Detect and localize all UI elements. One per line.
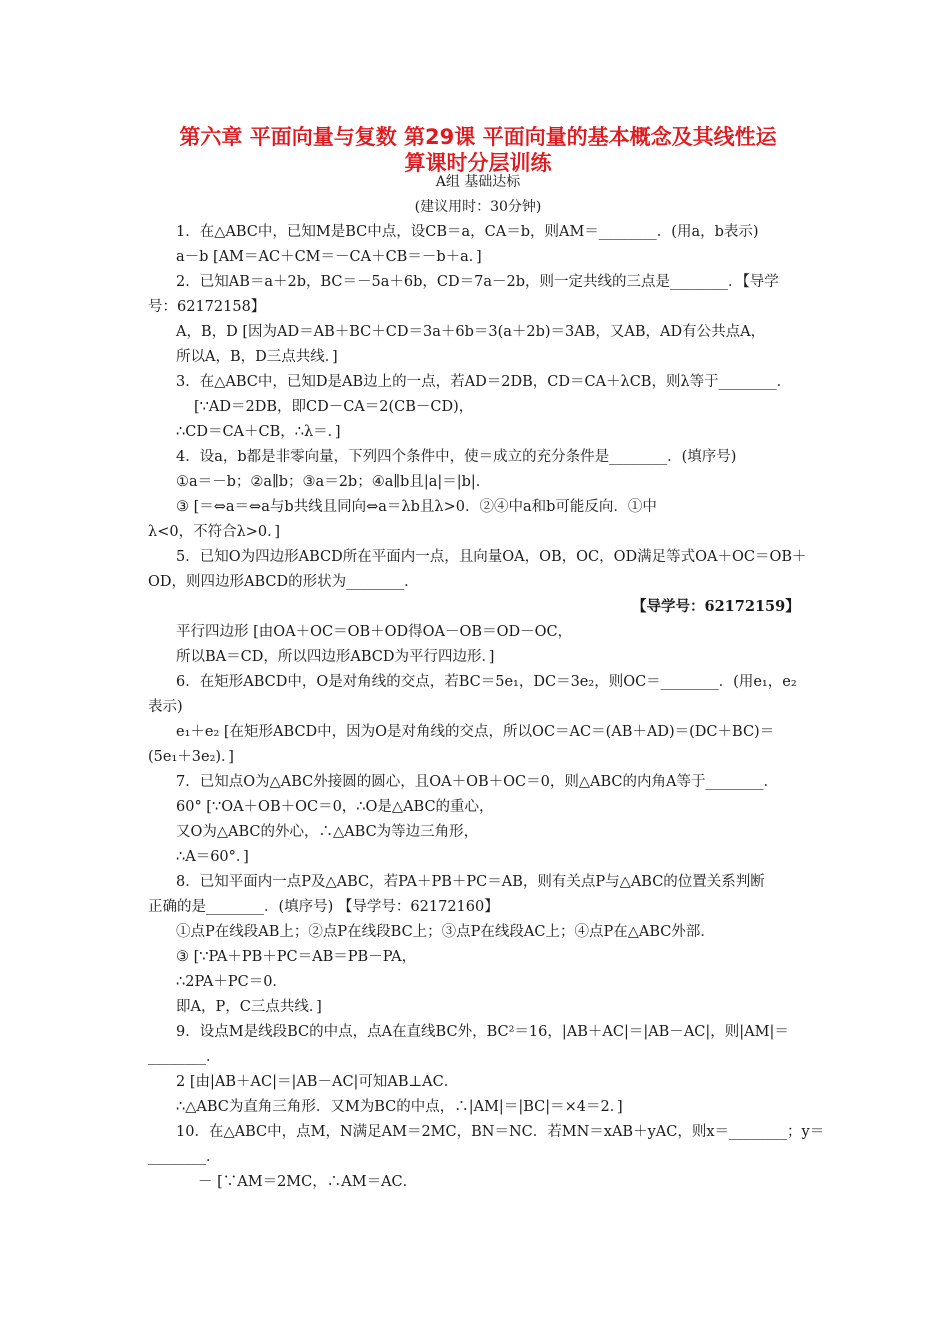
answer-2-cont: 所以A，B，D三点共线．] — [176, 349, 338, 365]
question-8-options: ①点P在线段AB上；②点P在线段BC上；③点P在线段AC上；④点P在△ABC外部． — [176, 924, 715, 940]
question-8-cont: 正确的是________．(填序号) 【导学号：62172160】 — [148, 899, 499, 915]
answer-6: e₁＋e₂ [在矩形ABCD中，因为O是对角线的交点，所以OC＝AC＝(AB＋AD)＝(DC＋BC)＝ — [176, 724, 775, 740]
answer-7-end: ∴A＝60°．] — [176, 849, 249, 865]
question-5: 5．已知O为四边形ABCD所在平面内一点，且向量OA，OB，OC，OD满足等式OA＋OC＝OB＋ — [176, 549, 807, 565]
answer-8: ③ [∵PA＋PB＋PC＝AB＝PB－PA， — [176, 949, 417, 965]
answer-5: 平行四边形 [由OA＋OC＝OB＋OD得OA－OB＝OD－OC， — [176, 624, 573, 640]
question-6: 6．在矩形ABCD中，O是对角线的交点，若BC＝5e₁，DC＝3e₂，则OC＝________．(用e₁，e₂ — [176, 674, 797, 690]
question-1: 1．在△ABC中，已知M是BC中点，设CB＝a，CA＝b，则AM＝________．(用a，b表示) — [176, 224, 759, 240]
question-9-cont: ________． — [148, 1049, 221, 1065]
question-5-cont: OD，则四边形ABCD的形状为________． — [148, 574, 419, 590]
question-7: 7．已知点O为△ABC外接圆的圆心，且OA＋OB＋OC＝0，则△ABC的内角A等于________． — [176, 774, 778, 790]
guide-number-5: 【导学号：62172159】 — [632, 598, 800, 615]
question-4: 4．设a，b都是非零向量，下列四个条件中，使＝成立的充分条件是________．(填序号) — [176, 449, 737, 465]
answer-3-cont: ∴CD＝CA＋CB，∴λ＝．] — [176, 424, 341, 440]
question-6-cont: 表示) — [148, 699, 183, 715]
answer-4-cont: λ<0，不符合λ>0．] — [148, 524, 281, 540]
question-2-cont: 号：62172158】 — [148, 299, 266, 315]
answer-7-cont: 又O为△ABC的外心，∴△ABC为等边三角形， — [176, 824, 479, 840]
question-10: 10．在△ABC中，点M，N满足AM＝2MC，BN＝NC．若MN＝xAB＋yAC，则x＝________；y＝ — [176, 1124, 825, 1140]
answer-9: 2 [由|AB＋AC|＝|AB－AC|可知AB⊥AC． — [176, 1074, 459, 1090]
answer-6-cont: (5e₁＋3e₂)．] — [148, 749, 234, 765]
group-label: A组 基础达标 — [435, 174, 521, 190]
answer-1: a－b [AM＝AC＋CM＝－CA＋CB＝－b＋a．] — [176, 249, 482, 265]
answer-8-end: 即A，P，C三点共线．] — [176, 999, 322, 1015]
answer-4: ③ [＝⇔a＝⇔a与b共线且同向⇔a＝λb且λ>0．②④中a和b可能反向．①中 — [176, 499, 657, 515]
question-4-options: ①a＝－b；②a∥b；③a＝2b；④a∥b且|a|＝|b|． — [176, 474, 491, 490]
answer-9-cont: ∴△ABC为直角三角形．又M为BC的中点，∴|AM|＝|BC|＝×4＝2．] — [176, 1099, 623, 1115]
answer-3: [∵AD＝2DB，即CD－CA＝2(CB－CD)， — [194, 399, 474, 415]
question-2: 2．已知AB＝a＋2b，BC＝－5a＋6b，CD＝7a－2b，则一定共线的三点是________．【导学 — [176, 274, 779, 290]
question-9: 9．设点M是线段BC的中点，点A在直线BC外，BC²＝16，|AB＋AC|＝|AB－AC|，则|AM|＝ — [176, 1024, 789, 1040]
answer-5-cont: 所以BA＝CD，所以四边形ABCD为平行四边形．] — [176, 649, 495, 665]
answer-8-cont: ∴2PA＋PC＝0． — [176, 974, 287, 990]
answer-10: － [∵AM＝2MC，∴AM＝AC． — [198, 1174, 418, 1190]
question-3: 3．在△ABC中，已知D是AB边上的一点，若AD＝2DB，CD＝CA＋λCB，则λ等于________． — [176, 374, 792, 390]
page-title-continued: 算课时分层训练 — [404, 151, 552, 175]
question-8: 8．已知平面内一点P及△ABC，若PA＋PB＋PC＝AB，则有关点P与△ABC的位置关系判断 — [176, 874, 765, 890]
time-hint: (建议用时：30分钟) — [414, 199, 542, 215]
answer-2: A，B，D [因为AD＝AB＋BC＋CD＝3a＋6b＝3(a＋2b)＝3AB，又AB，AD有公共点A， — [176, 324, 766, 340]
page-title: 第六章 平面向量与复数 第29课 平面向量的基本概念及其线性运 — [179, 125, 777, 149]
answer-7: 60° [∵OA＋OB＋OC＝0，∴O是△ABC的重心， — [176, 799, 494, 815]
question-10-cont: ________． — [148, 1149, 221, 1165]
